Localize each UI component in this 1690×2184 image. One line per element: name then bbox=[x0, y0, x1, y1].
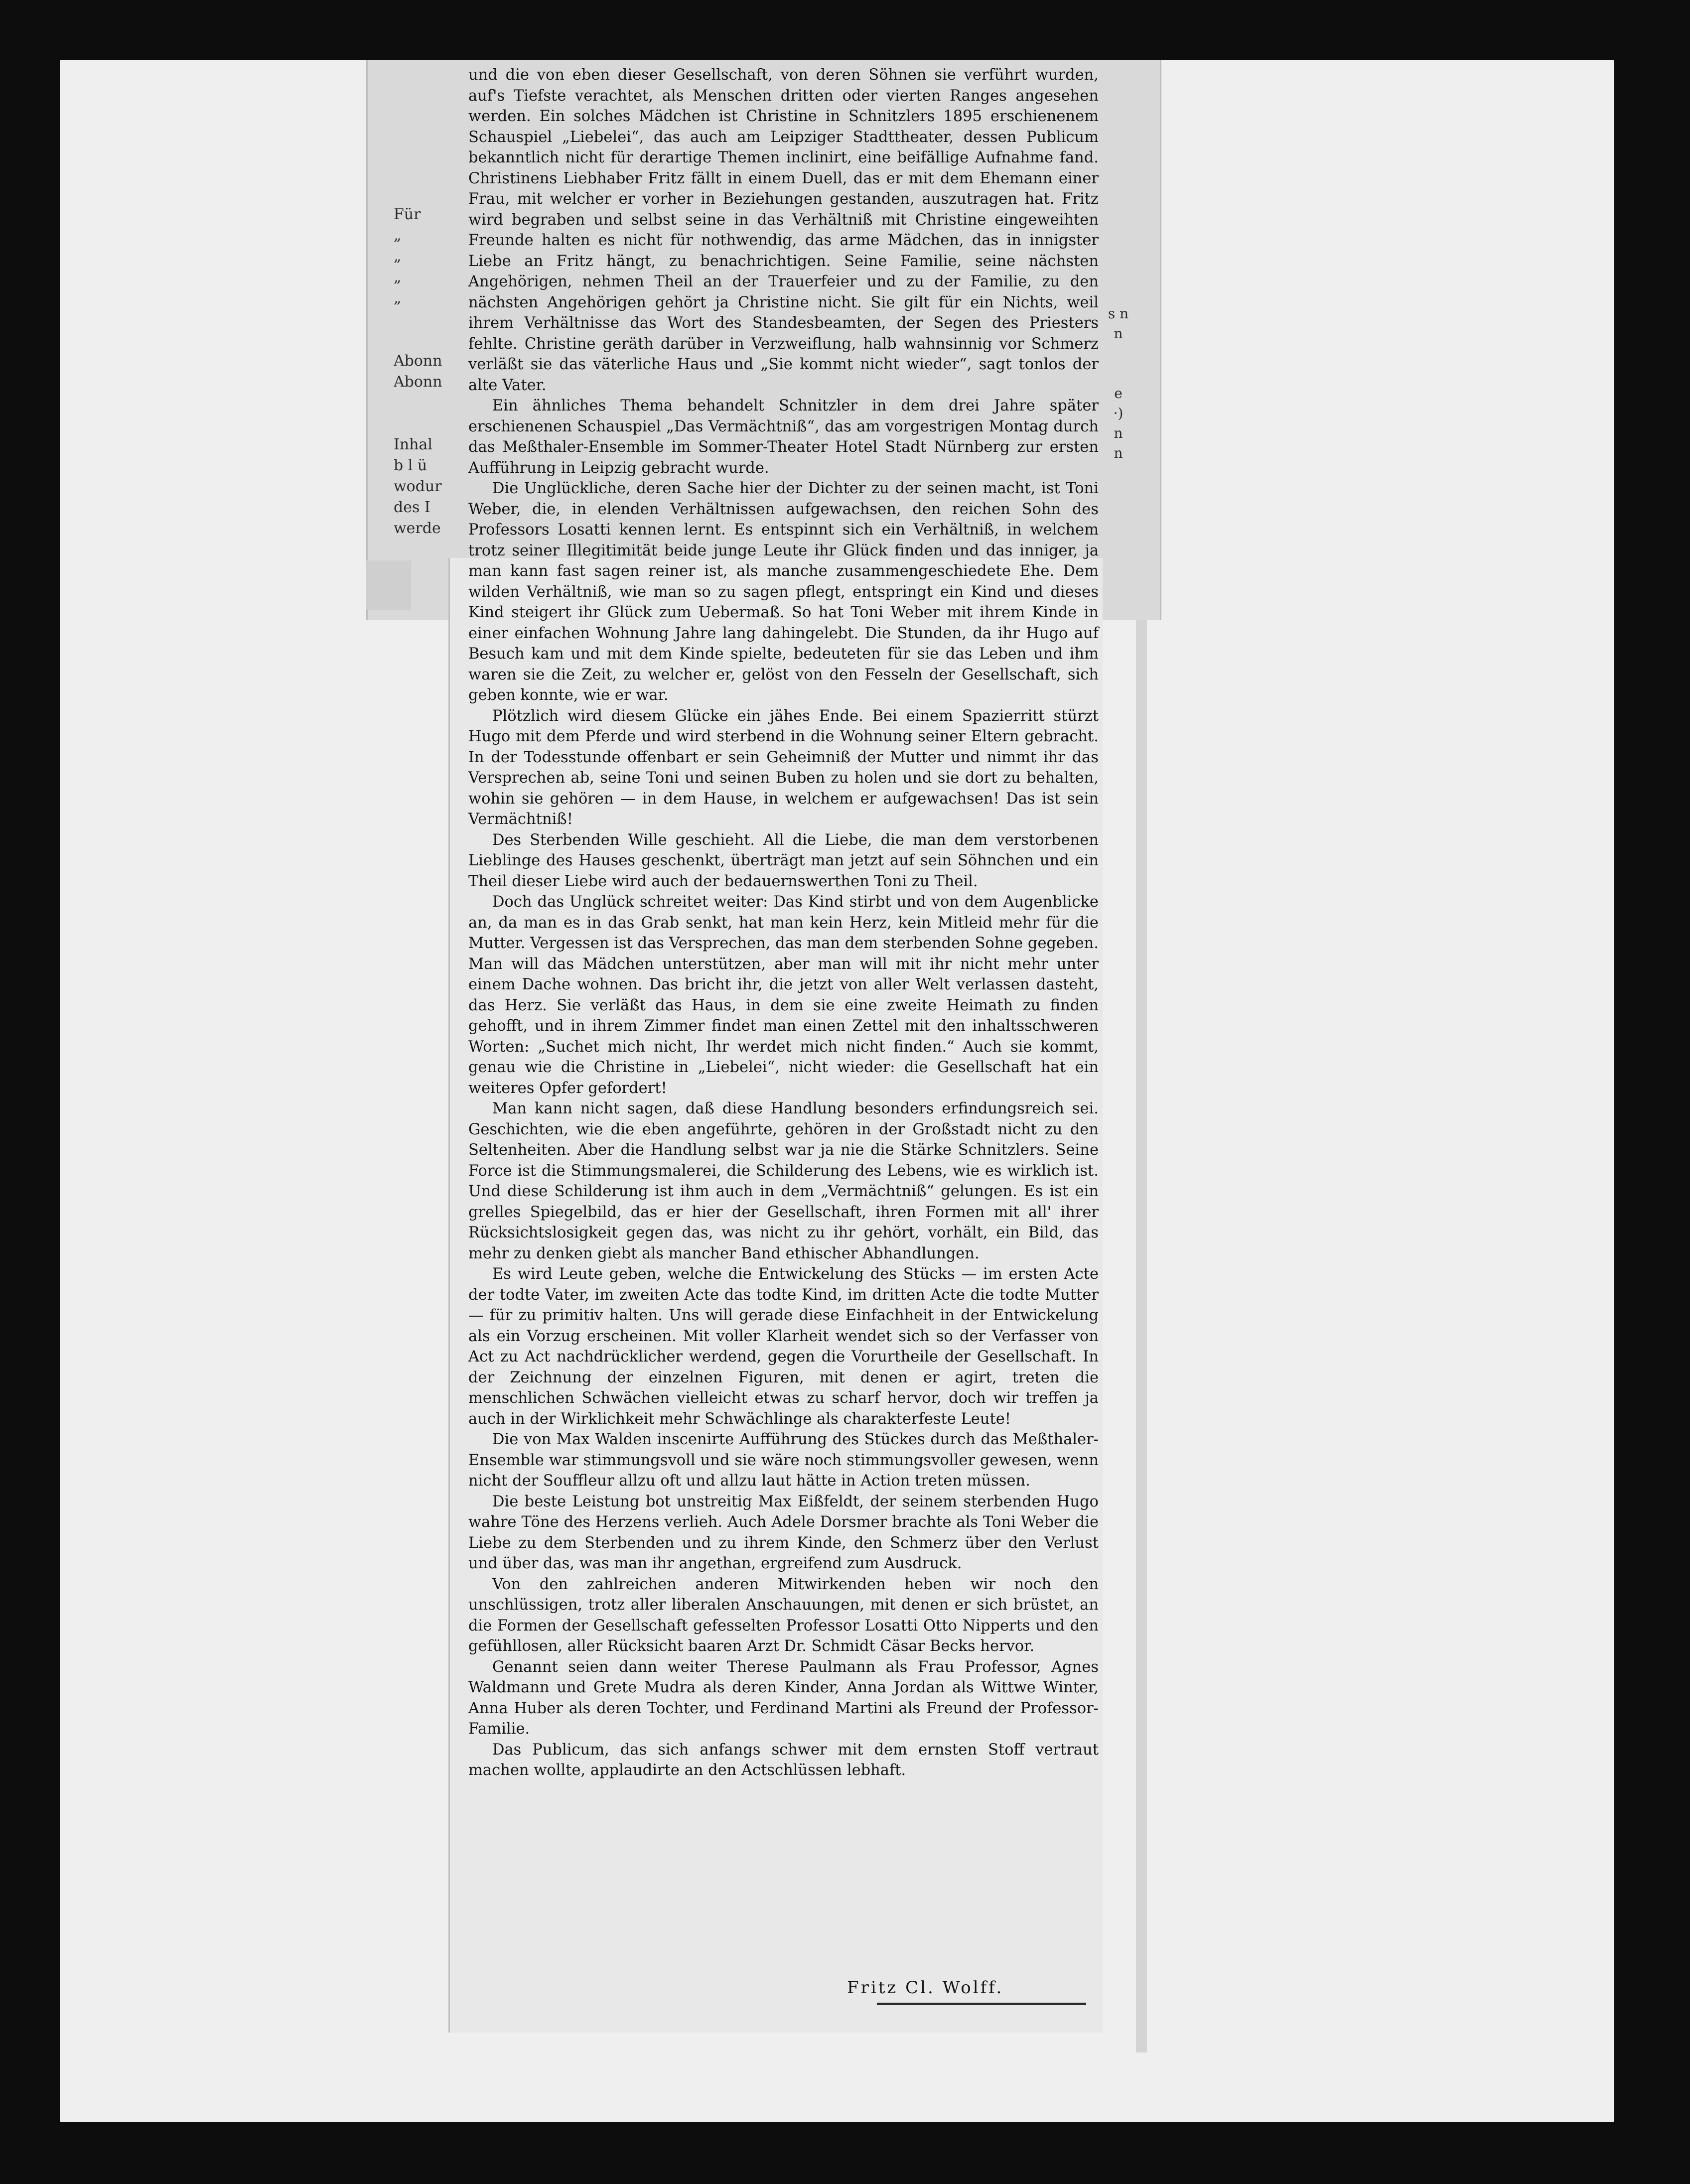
margin-fragment: „ bbox=[394, 289, 402, 307]
margin-fragment: wodur bbox=[394, 478, 442, 495]
article-paragraph: Des Sterbenden Wille geschieht. All die Liebe, die man dem verstorbenen Lieblinge des Hauses geschenkt, überträgt man jetzt auf sein Söhnchen und ein Theil dieser Liebe wird auch der bedauernswerthen Toni zu Theil. bbox=[468, 831, 1099, 890]
article-paragraph: Die von Max Walden inscenirte Aufführung des Stückes durch das Meßthaler-Ensemble war stimmungsvoll und sie wäre noch stimmungsvoller gewesen, wenn nicht der Souffleur allzu oft und allzu laut hätte in Action treten müssen. bbox=[468, 1431, 1099, 1490]
article-paragraph: Man kann nicht sagen, daß diese Handlung besonders erfindungsreich sei. Geschichten, wie die eben angeführte, gehören in der Großstadt nicht zu den Seltenheiten. Aber die Handlung selbst war ja nie die Stärke Schnitzlers. Seine Force ist die Stimmungsmalerei, die Schilderung des Lebens, wie es wirklich ist. Und diese Schilderung ist ihm auch in dem „Vermächtniß“ gelungen. Es ist ein grelles Spiegelbild, das er hier der Gesellschaft, ihren Formen mit all' ihrer Rücksichtslosigkeit gegen das, was nicht zu ihr gehört, vorhält, ein Bild, das mehr zu denken giebt als mancher Band ethischer Abhandlungen. bbox=[468, 1100, 1099, 1262]
author-signature: Fritz Cl. Wolff. bbox=[847, 1978, 1004, 1998]
margin-fragment: werde bbox=[394, 520, 441, 537]
article-paragraph: Die beste Leistung bot unstreitig Max Eißfeldt, der seinem sterbenden Hugo wahre Töne des Herzens verlieh. Auch Adele Dorsmer brachte als Toni Weber die Liebe zu dem Sterbenden und zu ihrem Kinde, den Schmerz über den Verlust und über das, was man ihr angethan, ergreifend zum Ausdruck. bbox=[468, 1493, 1099, 1572]
article-paragraph: Das Publicum, das sich anfangs schwer mit dem ernsten Stoff vertraut machen wollte, applaudirte an den Actschlüssen lebhaft. bbox=[468, 1741, 1099, 1779]
margin-fragment: n bbox=[1114, 445, 1123, 461]
margin-fragment: „ bbox=[394, 248, 402, 265]
margin-fragment: Für bbox=[394, 206, 421, 223]
article-paragraph: Ein ähnliches Thema behandelt Schnitzler in dem drei Jahre später erschienenen Schauspiel „Das Vermächtniß“, das am vorgestrigen Montag durch das Meßthaler-Ensemble im Sommer-Theater Hotel Stadt Nürnberg zur ersten Aufführung in Leipzig gebracht wurde. bbox=[468, 397, 1099, 477]
margin-fragment: s n bbox=[1108, 305, 1129, 322]
margin-fragment: Abonn bbox=[394, 352, 442, 370]
margin-fragment: Inhal bbox=[394, 436, 432, 453]
margin-fragment: Abonn bbox=[394, 373, 442, 391]
margin-fragment: „ bbox=[394, 269, 402, 286]
article-text bbox=[468, 65, 1099, 1781]
margin-fragment: des I bbox=[394, 499, 430, 516]
article-paragraph: und die von eben dieser Gesellschaft, von deren Söhnen sie verführt wurden, auf's Tiefste verachtet, als Menschen dritten oder vierten Ranges angesehen werden. Ein solches Mädchen ist Christine in Schnitzlers 1895 erschienenem Schauspiel „Liebelei“, das auch am Leipziger Stadttheater, dessen Publicum bekanntlich nicht für derartige Themen inclinirt, eine beifällige Aufnahme fand. Christinens Liebhaber Fritz fällt in einem Duell, das er mit dem Ehemann einer Frau, mit welcher er vorher in Beziehungen gestanden, auszutragen hat. Fritz wird begraben und selbst seine in das Verhältniß mit Christine eingeweihten Freunde halten es nicht für nothwendig, das arme Mädchen, das in innigster Liebe an Fritz hängt, zu benachrichtigen. Seine Familie, seine nächsten Angehörigen, nehmen Theil an der Trauerfeier und zu der Familie, zu den nächsten Angehörigen gehört ja Christine nicht. Sie gilt für ein Nichts, weil ihrem Verhältnisse das Wort des Standesbeamten, der Segen des Priesters fehlte. Christine geräth darüber in Verzweiflung, halb wahnsinnig vor Schmerz verläßt sie das väterliche Haus und „Sie kommt nicht wieder“, sagt tonlos der alte Vater. bbox=[468, 66, 1099, 394]
margin-fragment: ·) bbox=[1113, 405, 1124, 421]
article-paragraph: Genannt seien dann weiter Therese Paulmann als Frau Professor, Agnes Waldmann und Grete Mudra als deren Kinder, Anna Jordan als Wittwe Winter, Anna Huber als deren Tochter, und Ferdinand Martini als Freund der Professor-Familie. bbox=[468, 1658, 1099, 1738]
article-paragraph: Die Unglückliche, deren Sache hier der Dichter zu der seinen macht, ist Toni Weber, die, in elenden Verhältnissen aufgewachsen, den reichen Sohn des Professors Losatti kennen lernt. Es entspinnt sich ein Verhältniß, in welchem trotz seiner Illegitimität beide junge Leute ihr Glück finden und das inniger, ja man kann fast sagen reiner ist, als manche zusammengeschiedete Ehe. Dem wilden Verhältniß, wie man so zu sagen pflegt, entspringt ein Kind und dieses Kind steigert ihr Glück zum Uebermaß. So hat Toni Weber mit ihrem Kinde in einer einfachen Wohnung Jahre lang dahingelebt. Die Stunden, da ihr Hugo auf Besuch kam und mit dem Kinde spielte, bedeuteten für sie das Leben und ihm waren sie die Zeit, zu welcher er, gelöst von den Fesseln der Gesellschaft, sich geben konnte, wie er war. bbox=[468, 480, 1099, 704]
margin-fragment: n bbox=[1114, 425, 1123, 441]
article-paragraph: Es wird Leute geben, welche die Entwickelung des Stücks — im ersten Acte der todte Vater, im zweiten Acte das todte Kind, im dritten Acte die todte Mutter — für zu primitiv halten. Uns will gerade diese Einfachheit in der Entwickelung als ein Vorzug erscheinen. Mit voller Klarheit wendet sich so der Verfasser von Act zu Act nachdrücklicher werdend, gegen die Vorurtheile der Gesellschaft. In der Zeichnung der einzelnen Figuren, mit denen er agirt, treten die menschlichen Schwächen vielleicht etwas zu scharf hervor, doch wir treffen ja auch in der Wirklichkeit mehr Schwächlinge als charakterfeste Leute! bbox=[468, 1265, 1099, 1428]
clipping-tab bbox=[366, 560, 411, 610]
right-margin-fragments bbox=[1107, 304, 1129, 463]
article-paragraph: Von den zahlreichen anderen Mitwirkenden heben wir noch den unschlüssigen, trotz aller liberalen Anschauungen, mit denen er sich brüstet, an die Formen der Gesellschaft gefesselten Professor Losatti Otto Nipperts und den gefühllosen, aller Rücksicht baaren Arzt Dr. Schmidt Cäsar Becks hervor. bbox=[468, 1575, 1099, 1655]
signature-rule bbox=[877, 2003, 1086, 2005]
margin-fragment: „ bbox=[394, 227, 402, 244]
article-paragraph: Plötzlich wird diesem Glücke ein jähes Ende. Bei einem Spazierritt stürzt Hugo mit dem Pferde und wird sterbend in die Wohnung seiner Eltern gebracht. In der Todesstunde offenbart er sein Geheimniß der Mutter und nimmt ihr das Versprechen ab, seine Toni und seinen Buben zu holen und sie dort zu behalten, wohin sie gehören — in dem Hause, in welchem er aufgewachsen! Das ist sein Vermächtniß! bbox=[468, 707, 1099, 828]
margin-fragment: n bbox=[1114, 325, 1123, 342]
article-paragraph: Doch das Unglück schreitet weiter: Das Kind stirbt und von dem Augenblicke an, da man es in das Grab senkt, hat man kein Herz, kein Mitleid mehr für die Mutter. Vergessen ist das Versprechen, das man dem sterbenden Sohne gegeben. Man will das Mädchen unterstützen, aber man will mit ihr nicht mehr unter einem Dache wohnen. Das bricht ihr, die jetzt von aller Welt verlassen dasteht, das Herz. Sie verläßt das Haus, in dem sie eine zweite Heimath zu finden gehofft, und in ihrem Zimmer findet man einen Zettel mit den inhaltsschweren Worten: „Suchet mich nicht, Ihr werdet mich nicht finden.“ Auch sie kommt, genau wie die Christine in „Liebelei“, nicht wieder: die Gesellschaft hat ein weiteres Opfer gefordert! bbox=[468, 893, 1099, 1097]
margin-fragment: e bbox=[1114, 385, 1123, 402]
margin-fragment bbox=[1107, 344, 1129, 364]
margin-fragment bbox=[1107, 364, 1129, 384]
margin-fragment: b l ü bbox=[394, 457, 427, 474]
